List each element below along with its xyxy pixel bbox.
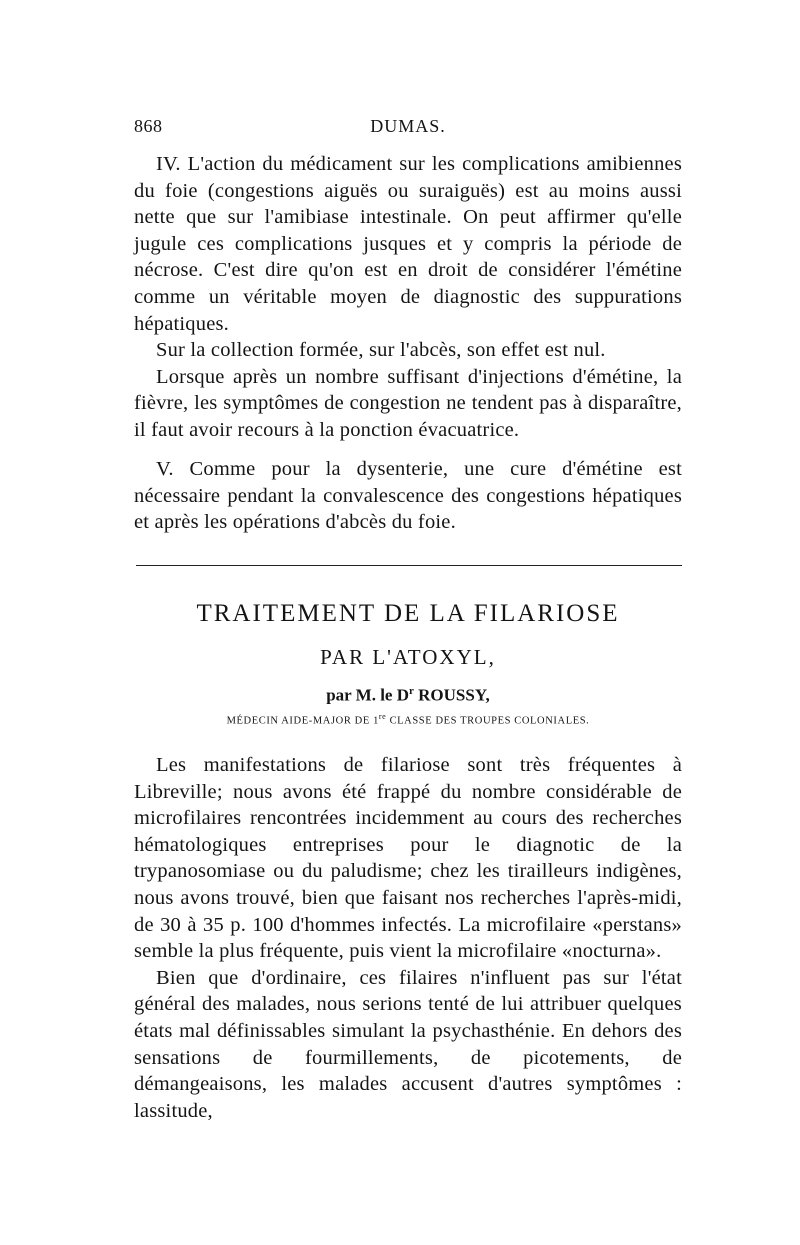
affiliation-suffix: CLASSE DES TROUPES COLONIALES. [386, 715, 590, 727]
paragraph: Lorsque après un nombre suffisant d'injections d'émétine, la fièvre, les symptômes de congestion ne tendent pas à disparaître, il faut avoir recours à la ponction évacuatrice. [134, 365, 682, 441]
section-divider [136, 565, 682, 566]
article-byline [134, 685, 682, 706]
article-subtitle: PAR L'ATOXYL, [320, 645, 496, 669]
byline-author: ROUSSY, [413, 685, 490, 705]
paragraph: Bien que d'ordinaire, ces filaires n'influent pas sur l'état général des malades, nous serions tenté de lui attribuer quelques états mal définissables simulant la psychasthénie. En dehors des sensations de fourmillements, de picotements, de démangeaisons, les malades accusent d'autres symptômes : lassitude, [134, 966, 682, 1122]
byline-sup: r [409, 685, 414, 697]
paragraph: Sur la collection formée, sur l'abcès, son effet est nul. [156, 339, 606, 362]
article-title: TRAITEMENT DE LA FILARIOSE [196, 600, 620, 627]
section-v [134, 456, 682, 536]
section-iv [134, 151, 682, 444]
page-number: 868 [134, 116, 163, 136]
article-body [134, 752, 682, 1124]
author-affiliation [134, 712, 682, 727]
affiliation-prefix: MÉDECIN AIDE-MAJOR DE 1 [226, 715, 379, 727]
paragraph: IV. L'action du médicament sur les complications amibiennes du foie (congestions aiguës ou suraiguës) est au moins aussi nette que sur l'amibiase intestinale. On peut affirmer qu'elle jugule ces complications jusques et y compris la période de nécrose. C'est dire qu'on est en droit de considérer l'émétine comme un véritable moyen de diagnostic des suppurations hépatiques. [134, 153, 682, 335]
paragraph: V. Comme pour la dysenterie, une cure d'émétine est nécessaire pendant la convalescence des congestions hépatiques et après les opérations d'abcès du foie. [134, 458, 682, 534]
page-header [134, 116, 682, 140]
byline-prefix: par M. le D [326, 685, 409, 705]
paragraph: Les manifestations de filariose sont très fréquentes à Libreville; nous avons été frappé du nombre considérable de microfilaires rencontrées incidemment au cours des recherches hématologiques entreprises pour le diagnotic de la trypanosomiase ou du paludisme; chez les tirailleurs indigènes, nous avons trouvé, bien que faisant nos recherches l'après-midi, de 30 à 35 p. 100 d'hommes infectés. La microfilaire «perstans» semble la plus fréquente, puis vient la microfilaire «nocturna». [134, 754, 682, 963]
running-head: DUMAS. [370, 116, 446, 136]
affiliation-sup: re [378, 712, 387, 721]
